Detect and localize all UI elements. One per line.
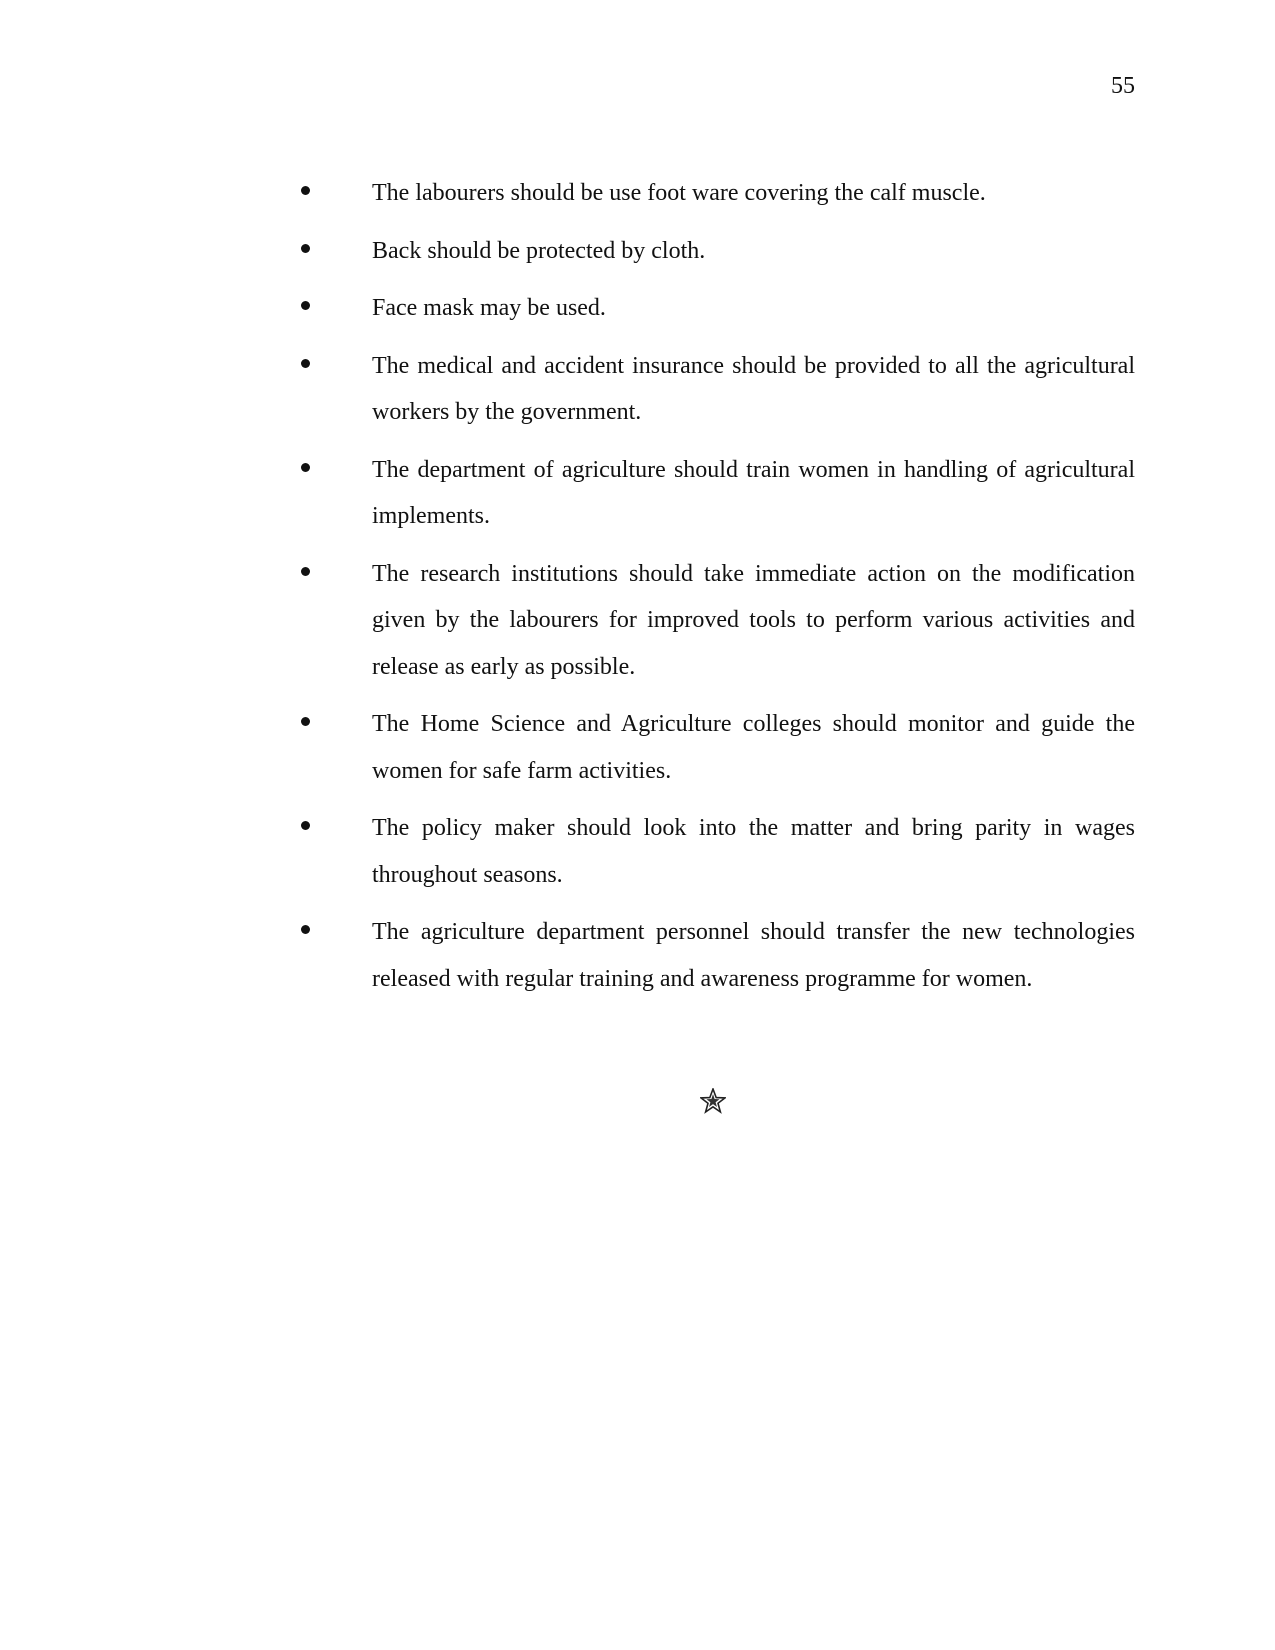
- bullet-dot-icon: [301, 567, 310, 576]
- bullet-dot-icon: [301, 301, 310, 310]
- list-item-text: The medical and accident insurance should be provided to all the agricultural workers by the government.: [372, 352, 1135, 425]
- list-item-text: The agriculture department personnel should transfer the new technologies released with regular training and awareness programme for women.: [372, 919, 1135, 992]
- bullet-dot-icon: [301, 359, 310, 368]
- list-item: [280, 343, 1135, 436]
- list-item-text: The Home Science and Agriculture colleges should monitor and guide the women for safe farm activities.: [372, 711, 1135, 784]
- list-item: [280, 551, 1135, 691]
- list-item: [280, 285, 1135, 332]
- list-item: [280, 228, 1135, 275]
- bullet-dot-icon: [301, 925, 310, 934]
- bullet-dot-icon: [301, 186, 310, 195]
- list-item-text: The policy maker should look into the matter and bring parity in wages throughout seasons.: [372, 815, 1135, 888]
- list-item-text: The labourers should be use foot ware covering the calf muscle.: [372, 180, 986, 206]
- list-item: [280, 170, 1135, 217]
- list-item: [280, 805, 1135, 898]
- star-icon: [700, 1088, 726, 1114]
- list-item-text: Face mask may be used.: [372, 295, 606, 321]
- list-item: [280, 447, 1135, 540]
- list-item-text: The research institutions should take immediate action on the modification given by the labourers for improved tools to perform various activities and release as early as possible.: [372, 560, 1135, 680]
- list-item-text: Back should be protected by cloth.: [372, 237, 706, 264]
- list-item-text: The department of agriculture should train women in handling of agricultural implements.: [372, 456, 1135, 529]
- bullet-dot-icon: [301, 717, 310, 726]
- bullet-dot-icon: [301, 821, 310, 830]
- bullet-dot-icon: [301, 463, 310, 472]
- page-number: 55: [1111, 73, 1135, 99]
- list-item: [280, 909, 1135, 1002]
- bullet-dot-icon: [301, 244, 310, 253]
- recommendations-list: [280, 170, 1135, 1013]
- list-item: [280, 701, 1135, 794]
